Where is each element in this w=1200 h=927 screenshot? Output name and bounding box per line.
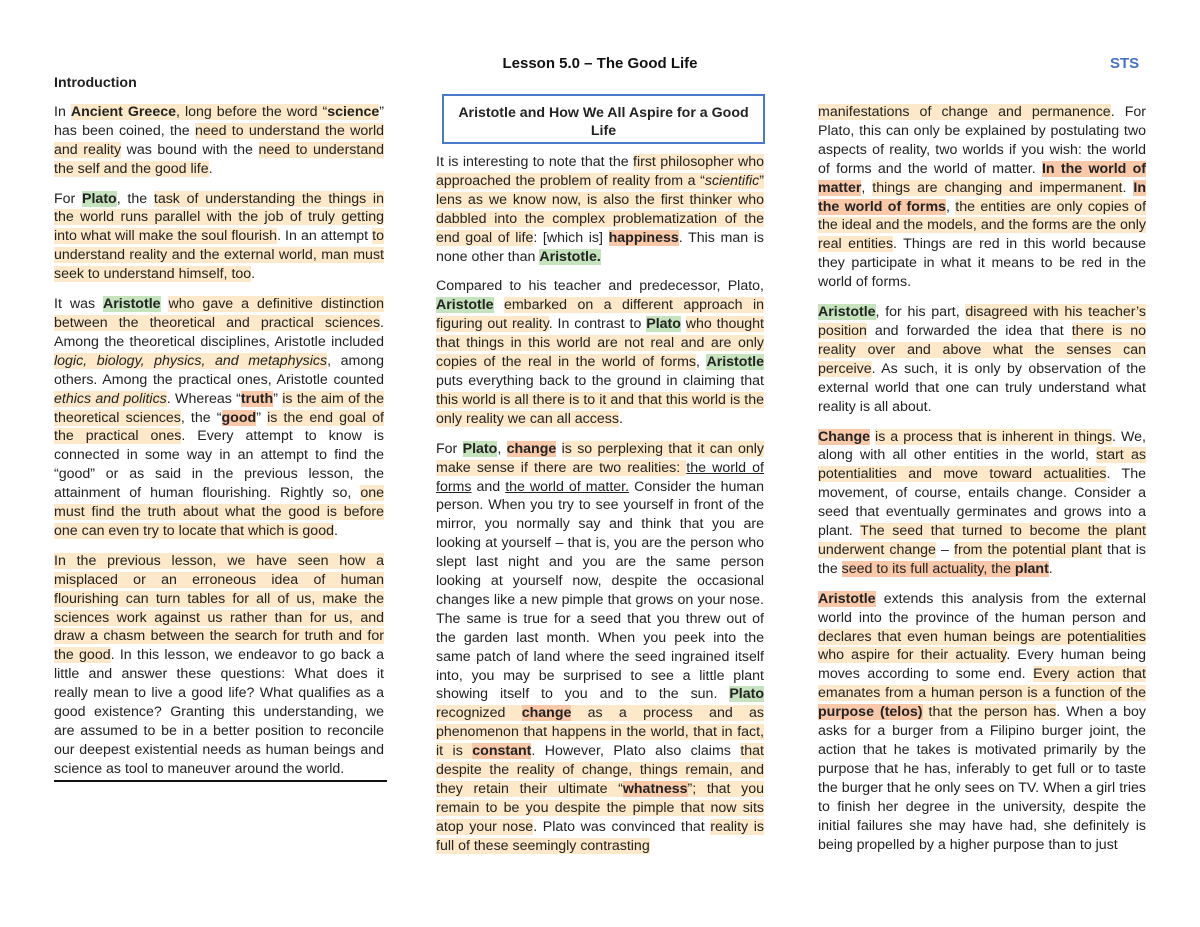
- paragraph: It is interesting to note that the first philosopher who approached the problem of reality from a “scientific” lens as we know now, is also the first thinker who dabbled into the complex problematization of the end goal of life: [which is] happiness. This man is none other than Aristotle.: [436, 154, 764, 265]
- column-2: [436, 94, 764, 867]
- paragraph: It was Aristotle who gave a definitive distinction between the theoretical and practical sciences. Among the theoretical disciplines, Aristotle included logic, biology, physics, and metaphysics, among others. Among the practical ones, Aristotle counted ethics and politics. Whereas “truth” is the aim of the theoretical sciences, the “good” is the end goal of the practical ones. Every attempt to know is connected in some way in an attempt to find the “good” or as said in the previous lesson, the attainment of human flourishing. Rightly so, one must find the truth about what the good is before one can even try to locate that which is good.: [54, 296, 385, 539]
- paragraph: For Plato, change is so perplexing that it can only make sense if there are two realities: the world of forms and the world of matter. Consider the human person. When you try to see yourself in front of the mirror, you normally say and think that you are looking at yourself – that is, you are the person who slept last night and you are the same person looking at yourself now, despite the occasional changes like a new pimple that grows on your nose. The same is true for a seed that you threw out of the garden last month. When you peek into the same patch of land where the seed ingrained itself into, you may be surprised to see a little plant showing itself to you and to the sun. Plato recognized change as a process and as phenomenon that happens in the world, that in fact, it is constant. However, Plato also claims that despite the reality of change, things remain, and they retain their ultimate “whatness”; that you remain to be you despite the pimple that now sits atop your nose. Plato was convinced that reality is full of these seemingly contrasting: [436, 440, 764, 854]
- lesson-title: Lesson 5.0 – The Good Life: [502, 55, 698, 72]
- paragraph: manifestations of change and permanence. For Plato, this can only be explained by postulating two aspects of reality, two worlds if you wish: the world of forms and the world of matter. In the world of matter, things are changing and impermanent. In the world of forms, the entities are only copies of the ideal and the models, and the forms are the only real entities. Things are red in this world because they participate in what it means to be red in the world of forms.: [818, 104, 1147, 291]
- section-heading: Introduction: [54, 75, 137, 91]
- paragraph: Change is a process that is inherent in things. We, along with all other entities in the world, start as potentialities and move toward actualities. The movement, of course, entails change. Consider a seed that eventually germinates and grows into a plant. The seed that turned to become the plant underwent change – from the potential plant that is the seed to its full actuality, the plant.: [818, 428, 1147, 577]
- paragraph: Aristotle, for his part, disagreed with his teacher’s position and forwarded the idea that there is no reality over and above what the senses can perceive. As such, it is only by observation of the external world that one can truly understand what reality is all about.: [818, 304, 1147, 415]
- subject-tag: STS: [1110, 55, 1140, 72]
- paragraph: Aristotle extends this analysis from the external world into the province of the human person and declares that even human beings are potentialities who aspire for their actuality. Every human being moves according to some end. Every action that emanates from a human person is a function of the purpose (telos) that the person has. When a boy asks for a burger from a Filipino burger joint, the action that he takes is motivated primarily by the purpose that he has, inferably to get full or to taste the burger that he only sees on TV. When a girl tries to finish her degree in the university, despite the initial failures she may have had, she definitely is being propelled by a higher purpose than to just: [818, 590, 1146, 853]
- column-3: [818, 103, 1146, 865]
- section-title-box: Aristotle and How We All Aspire for a Good Life: [442, 94, 765, 144]
- paragraph: Compared to his teacher and predecessor, Plato, Aristotle embarked on a different approach in figuring out reality. In contrast to Plato who thought that things in this world are not real and are only copies of the real in the world of forms, Aristotle puts everything back to the ground in claiming that this world is all there is to it and that this world is the only reality we can all access.: [436, 278, 764, 427]
- section-divider: [54, 780, 387, 782]
- paragraph: For Plato, the task of understanding the things in the world runs parallel with the job of truly getting into what will make the soul flourish. In an attempt to understand reality and the external world, man must seek to understand himself, too.: [54, 190, 384, 283]
- paragraph: In the previous lesson, we have seen how a misplaced or an erroneous idea of human flourishing can turn tables for all of us, make the sciences work against us rather than for us, and draw a chasm between the search for truth and for the good. In this lesson, we endeavor to go back a little and answer these questions: What does it really mean to live a good life? What qualifies as a good existence? Granting this understanding, we are assumed to be in a better position to reconcile our deepest existential needs as human beings and science as tool to maneuver around the world.: [54, 552, 384, 777]
- paragraph: In Ancient Greece, long before the word “science” has been coined, the need to understand the world and reality was bound with the need to understand the self and the good life.: [54, 103, 384, 177]
- column-1: [54, 74, 384, 782]
